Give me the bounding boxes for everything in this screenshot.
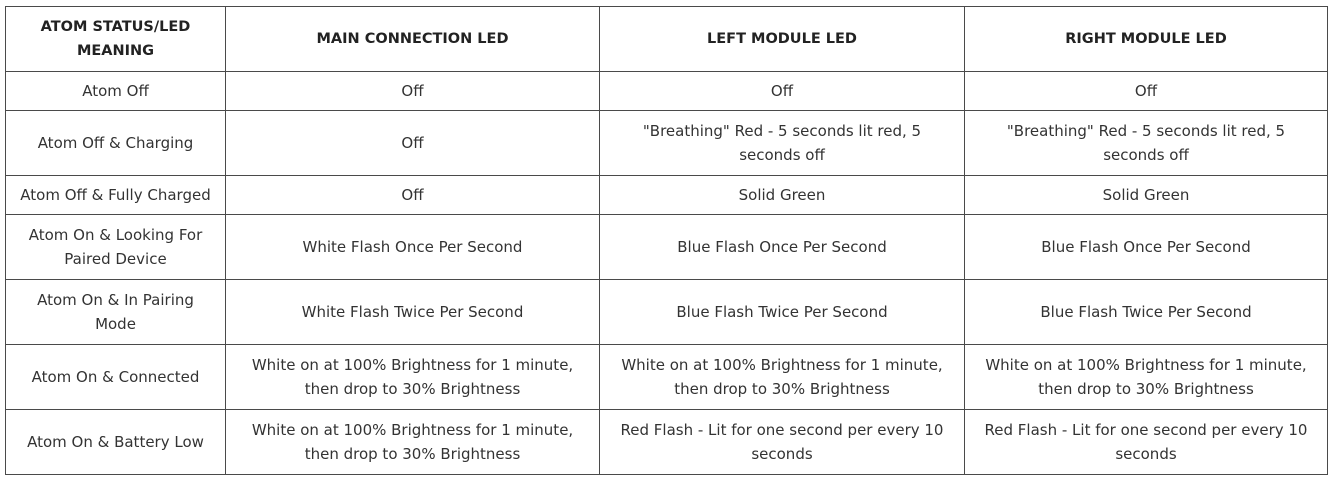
cell-atom-status: Atom Off & Charging — [6, 111, 226, 176]
cell-main-connection-led: Off — [226, 72, 600, 111]
cell-main-connection-led: White on at 100% Brightness for 1 minute, then drop to 30% Brightness — [226, 345, 600, 410]
cell-left-module-led: Red Flash - Lit for one second per every 10 seconds — [600, 410, 965, 475]
table-row — [6, 345, 1328, 410]
cell-main-connection-led: White on at 100% Brightness for 1 minute, then drop to 30% Brightness — [226, 410, 600, 475]
table-header-row — [6, 7, 1328, 72]
cell-main-connection-led: White Flash Once Per Second — [226, 215, 600, 280]
cell-right-module-led: Red Flash - Lit for one second per every 10 seconds — [965, 410, 1328, 475]
cell-main-connection-led: White Flash Twice Per Second — [226, 280, 600, 345]
header-atom-status: ATOM STATUS/LED MEANING — [6, 7, 226, 72]
header-right-module-led: RIGHT MODULE LED — [965, 7, 1328, 72]
cell-atom-status: Atom On & In Pairing Mode — [6, 280, 226, 345]
cell-right-module-led: Solid Green — [965, 176, 1328, 215]
cell-right-module-led: Off — [965, 72, 1328, 111]
header-left-module-led: LEFT MODULE LED — [600, 7, 965, 72]
table-row — [6, 111, 1328, 176]
table-row — [6, 176, 1328, 215]
cell-atom-status: Atom Off — [6, 72, 226, 111]
cell-left-module-led: Solid Green — [600, 176, 965, 215]
led-status-table-container — [5, 6, 1328, 475]
cell-left-module-led: "Breathing" Red - 5 seconds lit red, 5 seconds off — [600, 111, 965, 176]
cell-right-module-led: White on at 100% Brightness for 1 minute, then drop to 30% Brightness — [965, 345, 1328, 410]
table-row — [6, 280, 1328, 345]
cell-left-module-led: Blue Flash Twice Per Second — [600, 280, 965, 345]
cell-left-module-led: White on at 100% Brightness for 1 minute, then drop to 30% Brightness — [600, 345, 965, 410]
cell-atom-status: Atom On & Connected — [6, 345, 226, 410]
cell-main-connection-led: Off — [226, 176, 600, 215]
table-row — [6, 72, 1328, 111]
cell-atom-status: Atom Off & Fully Charged — [6, 176, 226, 215]
cell-right-module-led: "Breathing" Red - 5 seconds lit red, 5 seconds off — [965, 111, 1328, 176]
cell-atom-status: Atom On & Looking For Paired Device — [6, 215, 226, 280]
table-row — [6, 215, 1328, 280]
cell-right-module-led: Blue Flash Twice Per Second — [965, 280, 1328, 345]
table-row — [6, 410, 1328, 475]
cell-main-connection-led: Off — [226, 111, 600, 176]
cell-left-module-led: Off — [600, 72, 965, 111]
cell-atom-status: Atom On & Battery Low — [6, 410, 226, 475]
led-status-table — [5, 6, 1328, 475]
cell-left-module-led: Blue Flash Once Per Second — [600, 215, 965, 280]
cell-right-module-led: Blue Flash Once Per Second — [965, 215, 1328, 280]
header-main-connection-led: MAIN CONNECTION LED — [226, 7, 600, 72]
